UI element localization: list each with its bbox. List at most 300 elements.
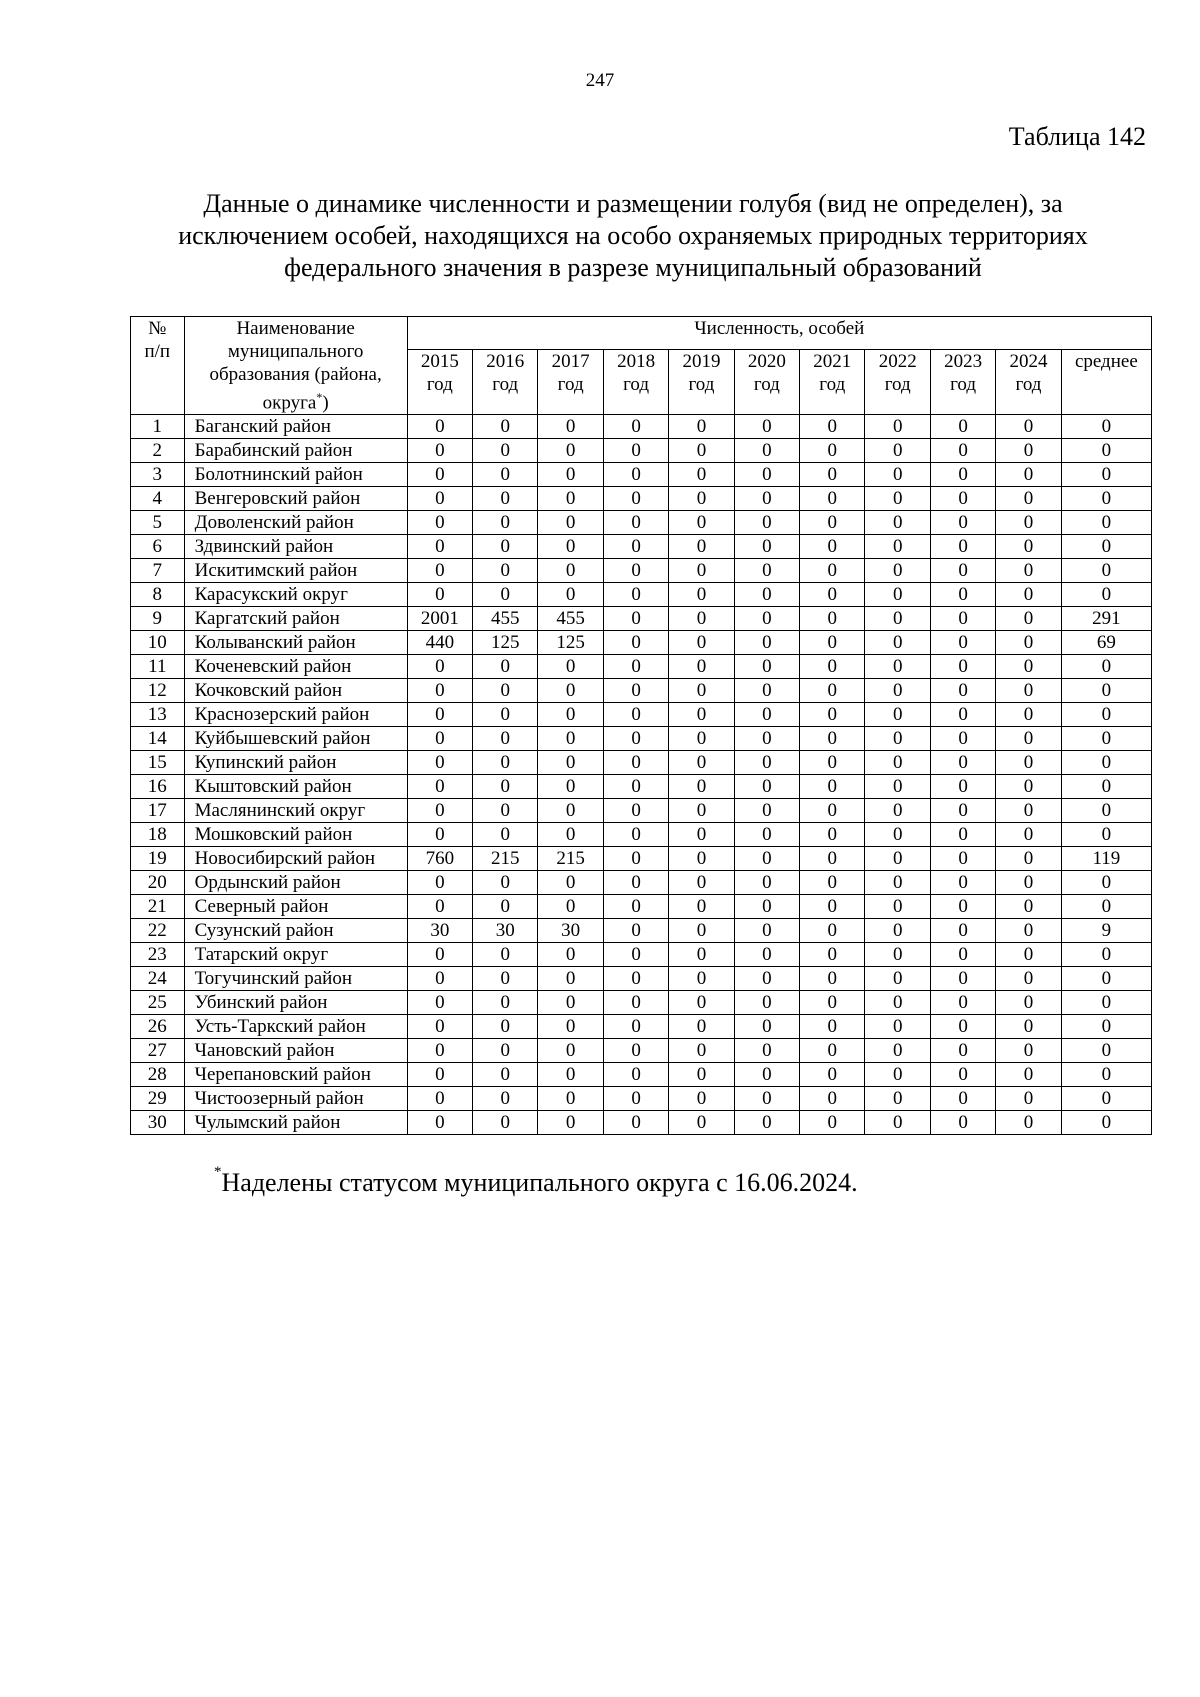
row-value: 0 bbox=[473, 727, 538, 751]
row-value: 0 bbox=[930, 439, 995, 463]
row-value: 0 bbox=[669, 895, 734, 919]
row-value: 0 bbox=[407, 775, 472, 799]
row-value: 0 bbox=[930, 847, 995, 871]
row-value: 0 bbox=[734, 967, 799, 991]
row-value: 0 bbox=[473, 559, 538, 583]
row-value: 0 bbox=[865, 847, 930, 871]
row-value: 0 bbox=[734, 679, 799, 703]
table-row bbox=[131, 871, 1152, 895]
population-table bbox=[130, 316, 1152, 1135]
header-year-suffix: год bbox=[688, 374, 715, 396]
row-value: 0 bbox=[930, 895, 995, 919]
row-value: 0 bbox=[473, 751, 538, 775]
row-value: 0 bbox=[473, 1063, 538, 1087]
row-value: 0 bbox=[734, 847, 799, 871]
header-number-abbr: п/п bbox=[144, 341, 171, 362]
header-year-value: 2020 bbox=[747, 351, 786, 373]
row-value: 0 bbox=[996, 1063, 1061, 1087]
row-value: 0 bbox=[734, 1039, 799, 1063]
row-value: 0 bbox=[865, 727, 930, 751]
row-value: 0 bbox=[669, 703, 734, 727]
row-value: 0 bbox=[930, 511, 995, 535]
header-year-2017 bbox=[538, 350, 603, 415]
row-value: 0 bbox=[538, 943, 603, 967]
row-value: 0 bbox=[407, 535, 472, 559]
row-value: 0 bbox=[734, 703, 799, 727]
row-value: 0 bbox=[407, 823, 472, 847]
row-municipality: Ордынский район bbox=[184, 871, 407, 895]
row-value: 0 bbox=[800, 943, 865, 967]
row-value: 0 bbox=[930, 751, 995, 775]
row-value: 0 bbox=[734, 943, 799, 967]
row-value: 0 bbox=[930, 415, 995, 439]
row-value: 0 bbox=[669, 463, 734, 487]
row-value: 0 bbox=[407, 1087, 472, 1111]
row-value: 0 bbox=[669, 487, 734, 511]
row-value: 0 bbox=[669, 679, 734, 703]
row-value: 0 bbox=[473, 1111, 538, 1135]
row-average: 0 bbox=[1061, 871, 1151, 895]
row-value: 0 bbox=[734, 751, 799, 775]
row-number: 25 bbox=[131, 991, 185, 1015]
row-value: 0 bbox=[734, 463, 799, 487]
row-value: 0 bbox=[473, 943, 538, 967]
row-value: 0 bbox=[669, 823, 734, 847]
row-value: 0 bbox=[800, 1111, 865, 1135]
row-average: 0 bbox=[1061, 1111, 1151, 1135]
row-municipality: Чановский район bbox=[184, 1039, 407, 1063]
table-body bbox=[131, 415, 1152, 1135]
row-value: 0 bbox=[538, 415, 603, 439]
row-value: 0 bbox=[538, 991, 603, 1015]
row-municipality: Маслянинский округ bbox=[184, 799, 407, 823]
row-value: 0 bbox=[996, 487, 1061, 511]
row-value: 0 bbox=[800, 1087, 865, 1111]
row-number: 12 bbox=[131, 679, 185, 703]
row-value: 0 bbox=[996, 439, 1061, 463]
row-value: 0 bbox=[865, 823, 930, 847]
row-value: 0 bbox=[930, 799, 995, 823]
row-value: 215 bbox=[538, 847, 603, 871]
row-value: 0 bbox=[865, 439, 930, 463]
row-value: 0 bbox=[603, 799, 668, 823]
row-value: 0 bbox=[669, 535, 734, 559]
row-number: 5 bbox=[131, 511, 185, 535]
row-value: 0 bbox=[538, 487, 603, 511]
row-value: 0 bbox=[734, 1111, 799, 1135]
row-value: 0 bbox=[473, 823, 538, 847]
row-value: 0 bbox=[407, 1015, 472, 1039]
row-value: 0 bbox=[865, 655, 930, 679]
row-value: 0 bbox=[407, 679, 472, 703]
row-number: 27 bbox=[131, 1039, 185, 1063]
row-number: 30 bbox=[131, 1111, 185, 1135]
row-value: 0 bbox=[473, 583, 538, 607]
row-municipality: Кочковский район bbox=[184, 679, 407, 703]
row-value: 0 bbox=[538, 703, 603, 727]
table-row bbox=[131, 1111, 1152, 1135]
row-value: 0 bbox=[669, 775, 734, 799]
row-value: 0 bbox=[930, 703, 995, 727]
row-value: 0 bbox=[930, 991, 995, 1015]
row-value: 0 bbox=[538, 775, 603, 799]
row-number: 18 bbox=[131, 823, 185, 847]
row-municipality: Черепановский район bbox=[184, 1063, 407, 1087]
row-value: 0 bbox=[996, 415, 1061, 439]
table-row bbox=[131, 559, 1152, 583]
row-value: 0 bbox=[930, 1039, 995, 1063]
row-average: 0 bbox=[1061, 775, 1151, 799]
header-name-line bbox=[185, 386, 407, 414]
row-average: 0 bbox=[1061, 1063, 1151, 1087]
table-row bbox=[131, 1015, 1152, 1039]
row-municipality: Краснозерский район bbox=[184, 703, 407, 727]
row-value: 2001 bbox=[407, 607, 472, 631]
row-value: 0 bbox=[473, 439, 538, 463]
header-year-suffix: год bbox=[753, 374, 780, 396]
header-year-value: 2024 bbox=[1009, 351, 1048, 373]
header-year-suffix: год bbox=[426, 374, 453, 396]
table-row bbox=[131, 511, 1152, 535]
row-value: 0 bbox=[865, 1063, 930, 1087]
row-value: 0 bbox=[473, 511, 538, 535]
row-value: 0 bbox=[800, 511, 865, 535]
row-value: 0 bbox=[473, 799, 538, 823]
table-row bbox=[131, 967, 1152, 991]
header-year-suffix: год bbox=[950, 374, 977, 396]
header-year-value: 2018 bbox=[617, 351, 656, 373]
row-value: 0 bbox=[538, 1087, 603, 1111]
row-value: 0 bbox=[538, 583, 603, 607]
row-value: 0 bbox=[603, 679, 668, 703]
row-value: 0 bbox=[603, 943, 668, 967]
row-value: 0 bbox=[800, 439, 865, 463]
header-year-value: 2023 bbox=[944, 351, 983, 373]
row-average: 0 bbox=[1061, 799, 1151, 823]
row-value: 0 bbox=[930, 775, 995, 799]
row-average: 0 bbox=[1061, 1087, 1151, 1111]
row-number: 4 bbox=[131, 487, 185, 511]
row-value: 0 bbox=[538, 823, 603, 847]
row-number: 17 bbox=[131, 799, 185, 823]
row-value: 0 bbox=[800, 679, 865, 703]
row-value: 0 bbox=[734, 775, 799, 799]
row-value: 0 bbox=[669, 1015, 734, 1039]
row-value: 0 bbox=[996, 679, 1061, 703]
row-average: 0 bbox=[1061, 991, 1151, 1015]
row-value: 0 bbox=[800, 463, 865, 487]
row-value: 0 bbox=[865, 559, 930, 583]
row-value: 0 bbox=[996, 775, 1061, 799]
header-number-symbol: № bbox=[148, 318, 167, 339]
row-value: 0 bbox=[538, 535, 603, 559]
row-average: 0 bbox=[1061, 487, 1151, 511]
row-value: 0 bbox=[996, 631, 1061, 655]
row-value: 440 bbox=[407, 631, 472, 655]
row-value: 0 bbox=[407, 655, 472, 679]
row-value: 0 bbox=[800, 535, 865, 559]
row-average: 0 bbox=[1061, 895, 1151, 919]
row-value: 0 bbox=[930, 1015, 995, 1039]
row-municipality: Венгеровский район bbox=[184, 487, 407, 511]
row-value: 0 bbox=[669, 1063, 734, 1087]
header-municipality bbox=[184, 317, 407, 415]
table-row bbox=[131, 1039, 1152, 1063]
row-value: 0 bbox=[538, 511, 603, 535]
row-value: 0 bbox=[930, 823, 995, 847]
row-value: 0 bbox=[734, 439, 799, 463]
row-municipality: Мошковский район bbox=[184, 823, 407, 847]
row-number: 3 bbox=[131, 463, 185, 487]
row-average: 0 bbox=[1061, 439, 1151, 463]
row-value: 0 bbox=[407, 991, 472, 1015]
row-value: 0 bbox=[865, 751, 930, 775]
row-value: 0 bbox=[800, 775, 865, 799]
row-value: 0 bbox=[669, 1039, 734, 1063]
row-value: 0 bbox=[669, 751, 734, 775]
row-average: 0 bbox=[1061, 511, 1151, 535]
row-number: 7 bbox=[131, 559, 185, 583]
row-value: 0 bbox=[734, 487, 799, 511]
row-value: 0 bbox=[669, 1111, 734, 1135]
row-value: 0 bbox=[669, 415, 734, 439]
row-value: 0 bbox=[538, 751, 603, 775]
table-row bbox=[131, 727, 1152, 751]
row-value: 0 bbox=[930, 727, 995, 751]
row-value: 0 bbox=[407, 463, 472, 487]
row-municipality: Болотнинский район bbox=[184, 463, 407, 487]
table-row bbox=[131, 487, 1152, 511]
row-value: 0 bbox=[538, 439, 603, 463]
row-value: 0 bbox=[996, 1111, 1061, 1135]
table-row bbox=[131, 415, 1152, 439]
row-value: 0 bbox=[865, 583, 930, 607]
row-value: 0 bbox=[800, 991, 865, 1015]
row-municipality: Северный район bbox=[184, 895, 407, 919]
row-average: 0 bbox=[1061, 943, 1151, 967]
row-value: 0 bbox=[603, 775, 668, 799]
row-municipality: Усть-Таркский район bbox=[184, 1015, 407, 1039]
row-value: 0 bbox=[865, 1111, 930, 1135]
row-value: 0 bbox=[865, 535, 930, 559]
row-number: 2 bbox=[131, 439, 185, 463]
row-value: 0 bbox=[538, 559, 603, 583]
table-row bbox=[131, 775, 1152, 799]
row-value: 0 bbox=[407, 703, 472, 727]
row-value: 0 bbox=[865, 679, 930, 703]
header-name-line: образования (района, bbox=[209, 364, 382, 385]
row-municipality: Коченевский район bbox=[184, 655, 407, 679]
row-value: 0 bbox=[473, 775, 538, 799]
row-value: 0 bbox=[538, 1063, 603, 1087]
row-municipality: Купинский район bbox=[184, 751, 407, 775]
row-value: 0 bbox=[538, 871, 603, 895]
row-value: 0 bbox=[800, 559, 865, 583]
row-value: 0 bbox=[865, 991, 930, 1015]
row-value: 0 bbox=[407, 895, 472, 919]
row-value: 0 bbox=[603, 823, 668, 847]
row-value: 0 bbox=[473, 487, 538, 511]
header-year-2023 bbox=[930, 350, 995, 415]
row-number: 29 bbox=[131, 1087, 185, 1111]
row-value: 0 bbox=[800, 799, 865, 823]
row-value: 0 bbox=[603, 1111, 668, 1135]
header-year-value: 2019 bbox=[682, 351, 721, 373]
header-year-value: 2016 bbox=[486, 351, 525, 373]
row-value: 0 bbox=[407, 487, 472, 511]
row-number: 16 bbox=[131, 775, 185, 799]
row-value: 0 bbox=[865, 919, 930, 943]
row-number: 14 bbox=[131, 727, 185, 751]
row-value: 0 bbox=[800, 487, 865, 511]
row-value: 125 bbox=[538, 631, 603, 655]
row-value: 0 bbox=[930, 607, 995, 631]
row-number: 1 bbox=[131, 415, 185, 439]
footnote-marker: * bbox=[316, 390, 323, 404]
row-value: 0 bbox=[603, 895, 668, 919]
row-value: 0 bbox=[407, 943, 472, 967]
row-municipality: Кыштовский район bbox=[184, 775, 407, 799]
row-value: 0 bbox=[734, 991, 799, 1015]
row-average: 0 bbox=[1061, 679, 1151, 703]
header-year-suffix: год bbox=[1015, 374, 1042, 396]
row-value: 0 bbox=[996, 1015, 1061, 1039]
row-value: 0 bbox=[930, 1063, 995, 1087]
row-value: 0 bbox=[865, 1039, 930, 1063]
row-value: 0 bbox=[996, 943, 1061, 967]
row-value: 0 bbox=[603, 991, 668, 1015]
row-value: 0 bbox=[930, 943, 995, 967]
row-value: 455 bbox=[538, 607, 603, 631]
row-value: 0 bbox=[930, 1111, 995, 1135]
row-value: 0 bbox=[669, 607, 734, 631]
row-value: 0 bbox=[407, 439, 472, 463]
row-number: 23 bbox=[131, 943, 185, 967]
row-value: 0 bbox=[865, 967, 930, 991]
header-name-paren: ) bbox=[322, 392, 329, 414]
row-value: 0 bbox=[603, 1015, 668, 1039]
row-value: 0 bbox=[734, 919, 799, 943]
row-value: 0 bbox=[996, 535, 1061, 559]
row-average: 0 bbox=[1061, 727, 1151, 751]
row-value: 0 bbox=[800, 847, 865, 871]
row-value: 0 bbox=[800, 1063, 865, 1087]
row-value: 0 bbox=[996, 871, 1061, 895]
row-value: 0 bbox=[473, 703, 538, 727]
row-value: 0 bbox=[800, 1015, 865, 1039]
row-value: 0 bbox=[996, 895, 1061, 919]
row-value: 0 bbox=[930, 583, 995, 607]
row-value: 0 bbox=[603, 559, 668, 583]
row-value: 0 bbox=[865, 703, 930, 727]
row-value: 0 bbox=[865, 799, 930, 823]
row-value: 0 bbox=[669, 583, 734, 607]
row-value: 0 bbox=[669, 967, 734, 991]
header-year-2020 bbox=[734, 350, 799, 415]
row-value: 0 bbox=[603, 1039, 668, 1063]
row-value: 0 bbox=[930, 919, 995, 943]
row-value: 0 bbox=[603, 1063, 668, 1087]
row-municipality: Убинский район bbox=[184, 991, 407, 1015]
row-value: 0 bbox=[996, 751, 1061, 775]
header-year-2019 bbox=[669, 350, 734, 415]
table-row bbox=[131, 799, 1152, 823]
row-value: 0 bbox=[930, 463, 995, 487]
row-value: 0 bbox=[800, 655, 865, 679]
header-year-2016 bbox=[473, 350, 538, 415]
row-value: 0 bbox=[800, 895, 865, 919]
row-value: 0 bbox=[473, 535, 538, 559]
row-value: 0 bbox=[669, 919, 734, 943]
row-municipality: Каргатский район bbox=[184, 607, 407, 631]
row-value: 0 bbox=[473, 463, 538, 487]
row-average: 9 bbox=[1061, 919, 1151, 943]
header-name-okrug: округа bbox=[262, 392, 317, 414]
row-number: 21 bbox=[131, 895, 185, 919]
row-municipality: Новосибирский район bbox=[184, 847, 407, 871]
header-year-suffix: год bbox=[557, 374, 584, 396]
row-municipality: Карасукский округ bbox=[184, 583, 407, 607]
row-value: 0 bbox=[865, 607, 930, 631]
header-year-suffix: год bbox=[884, 374, 911, 396]
row-value: 0 bbox=[538, 799, 603, 823]
table-row bbox=[131, 463, 1152, 487]
row-value: 0 bbox=[996, 991, 1061, 1015]
row-value: 0 bbox=[930, 655, 995, 679]
row-value: 0 bbox=[734, 415, 799, 439]
row-value: 0 bbox=[734, 559, 799, 583]
row-value: 0 bbox=[734, 727, 799, 751]
table-row bbox=[131, 943, 1152, 967]
footnote bbox=[214, 1164, 858, 1198]
row-value: 0 bbox=[603, 1087, 668, 1111]
row-value: 0 bbox=[930, 631, 995, 655]
table-row bbox=[131, 919, 1152, 943]
row-value: 0 bbox=[407, 967, 472, 991]
header-year-suffix: год bbox=[492, 374, 519, 396]
row-value: 30 bbox=[473, 919, 538, 943]
header-name-line: муниципального bbox=[227, 341, 364, 362]
row-value: 0 bbox=[603, 871, 668, 895]
row-number: 13 bbox=[131, 703, 185, 727]
row-value: 0 bbox=[473, 967, 538, 991]
row-value: 0 bbox=[930, 967, 995, 991]
row-value: 0 bbox=[669, 799, 734, 823]
row-value: 0 bbox=[865, 871, 930, 895]
table-row bbox=[131, 535, 1152, 559]
row-value: 0 bbox=[407, 583, 472, 607]
row-value: 0 bbox=[800, 1039, 865, 1063]
row-average: 0 bbox=[1061, 1039, 1151, 1063]
row-value: 0 bbox=[603, 415, 668, 439]
row-value: 0 bbox=[407, 415, 472, 439]
row-number: 10 bbox=[131, 631, 185, 655]
row-value: 0 bbox=[473, 679, 538, 703]
row-average: 0 bbox=[1061, 559, 1151, 583]
row-value: 0 bbox=[996, 967, 1061, 991]
row-value: 0 bbox=[669, 847, 734, 871]
table-row bbox=[131, 1087, 1152, 1111]
row-value: 0 bbox=[669, 559, 734, 583]
row-value: 0 bbox=[800, 871, 865, 895]
row-value: 0 bbox=[996, 919, 1061, 943]
row-value: 0 bbox=[407, 751, 472, 775]
row-value: 0 bbox=[734, 895, 799, 919]
header-year-2015 bbox=[407, 350, 472, 415]
row-value: 0 bbox=[800, 823, 865, 847]
row-number: 19 bbox=[131, 847, 185, 871]
row-municipality: Татарский округ bbox=[184, 943, 407, 967]
